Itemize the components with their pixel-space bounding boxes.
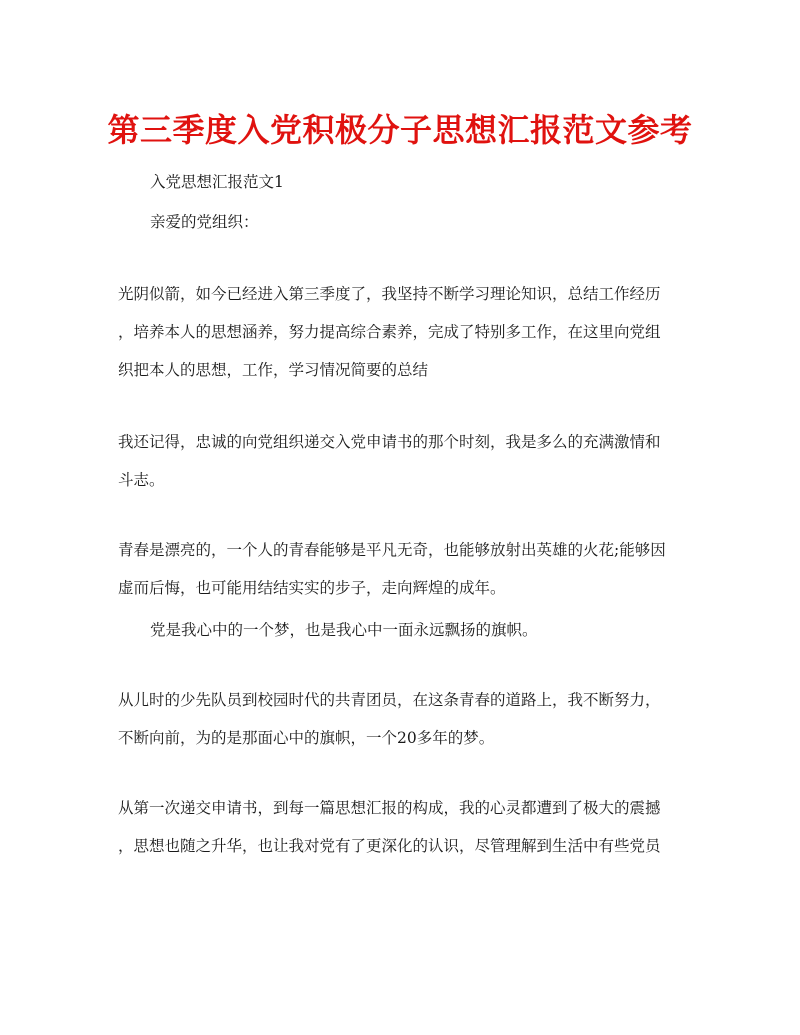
text-line: 织把本人的思想，工作，学习情况简要的总结 <box>118 361 429 379</box>
text-line: 我还记得，忠诚的向党组织递交入党申请书的那个时刻，我是多么的充满激情和 <box>118 433 661 451</box>
paragraph-body <box>118 275 678 389</box>
paragraph-body <box>118 681 678 757</box>
text-line: 不断向前，为的是那面心中的旗帜，一个20多年的梦。 <box>118 729 495 747</box>
text-line: 党是我心中的一个梦，也是我心中一面永远飘扬的旗帜。 <box>150 621 538 639</box>
text-line: 入党思想汇报范文1 <box>150 173 284 191</box>
text-line: 亲爱的党组织： <box>150 213 259 231</box>
text-line: ，培养本人的思想涵养，努力提高综合素养，完成了特别多工作，在这里向党组 <box>118 323 661 341</box>
text-line: 斗志。 <box>118 471 165 489</box>
paragraph-body <box>118 531 678 607</box>
text-line: 从儿时的少先队员到校园时代的共青团员，在这条青春的道路上，我不断努力， <box>118 691 661 709</box>
text-line: 青春是漂亮的，一个人的青春能够是平凡无奇，也能够放射出英雄的火花;能够因 <box>118 541 666 559</box>
text-line: 光阴似箭，如今已经进入第三季度了，我坚持不断学习理论知识，总结工作经历 <box>118 285 661 303</box>
paragraph-heading <box>118 163 678 201</box>
paragraph-body <box>118 423 678 499</box>
text-line: ，思想也随之升华，也让我对党有了更深化的认识，尽管理解到生活中有些党员 <box>118 837 661 855</box>
paragraph-body <box>118 789 678 865</box>
text-line: 虚而后悔，也可能用结结实实的步子，走向辉煌的成年。 <box>118 579 506 597</box>
paragraph-salutation <box>118 203 678 241</box>
document-title: 第三季度入党积极分子思想汇报范文参考 <box>107 111 693 149</box>
text-line: 从第一次递交申请书，到每一篇思想汇报的构成，我的心灵都遭到了极大的震撼 <box>118 799 661 817</box>
paragraph-body <box>118 611 678 649</box>
